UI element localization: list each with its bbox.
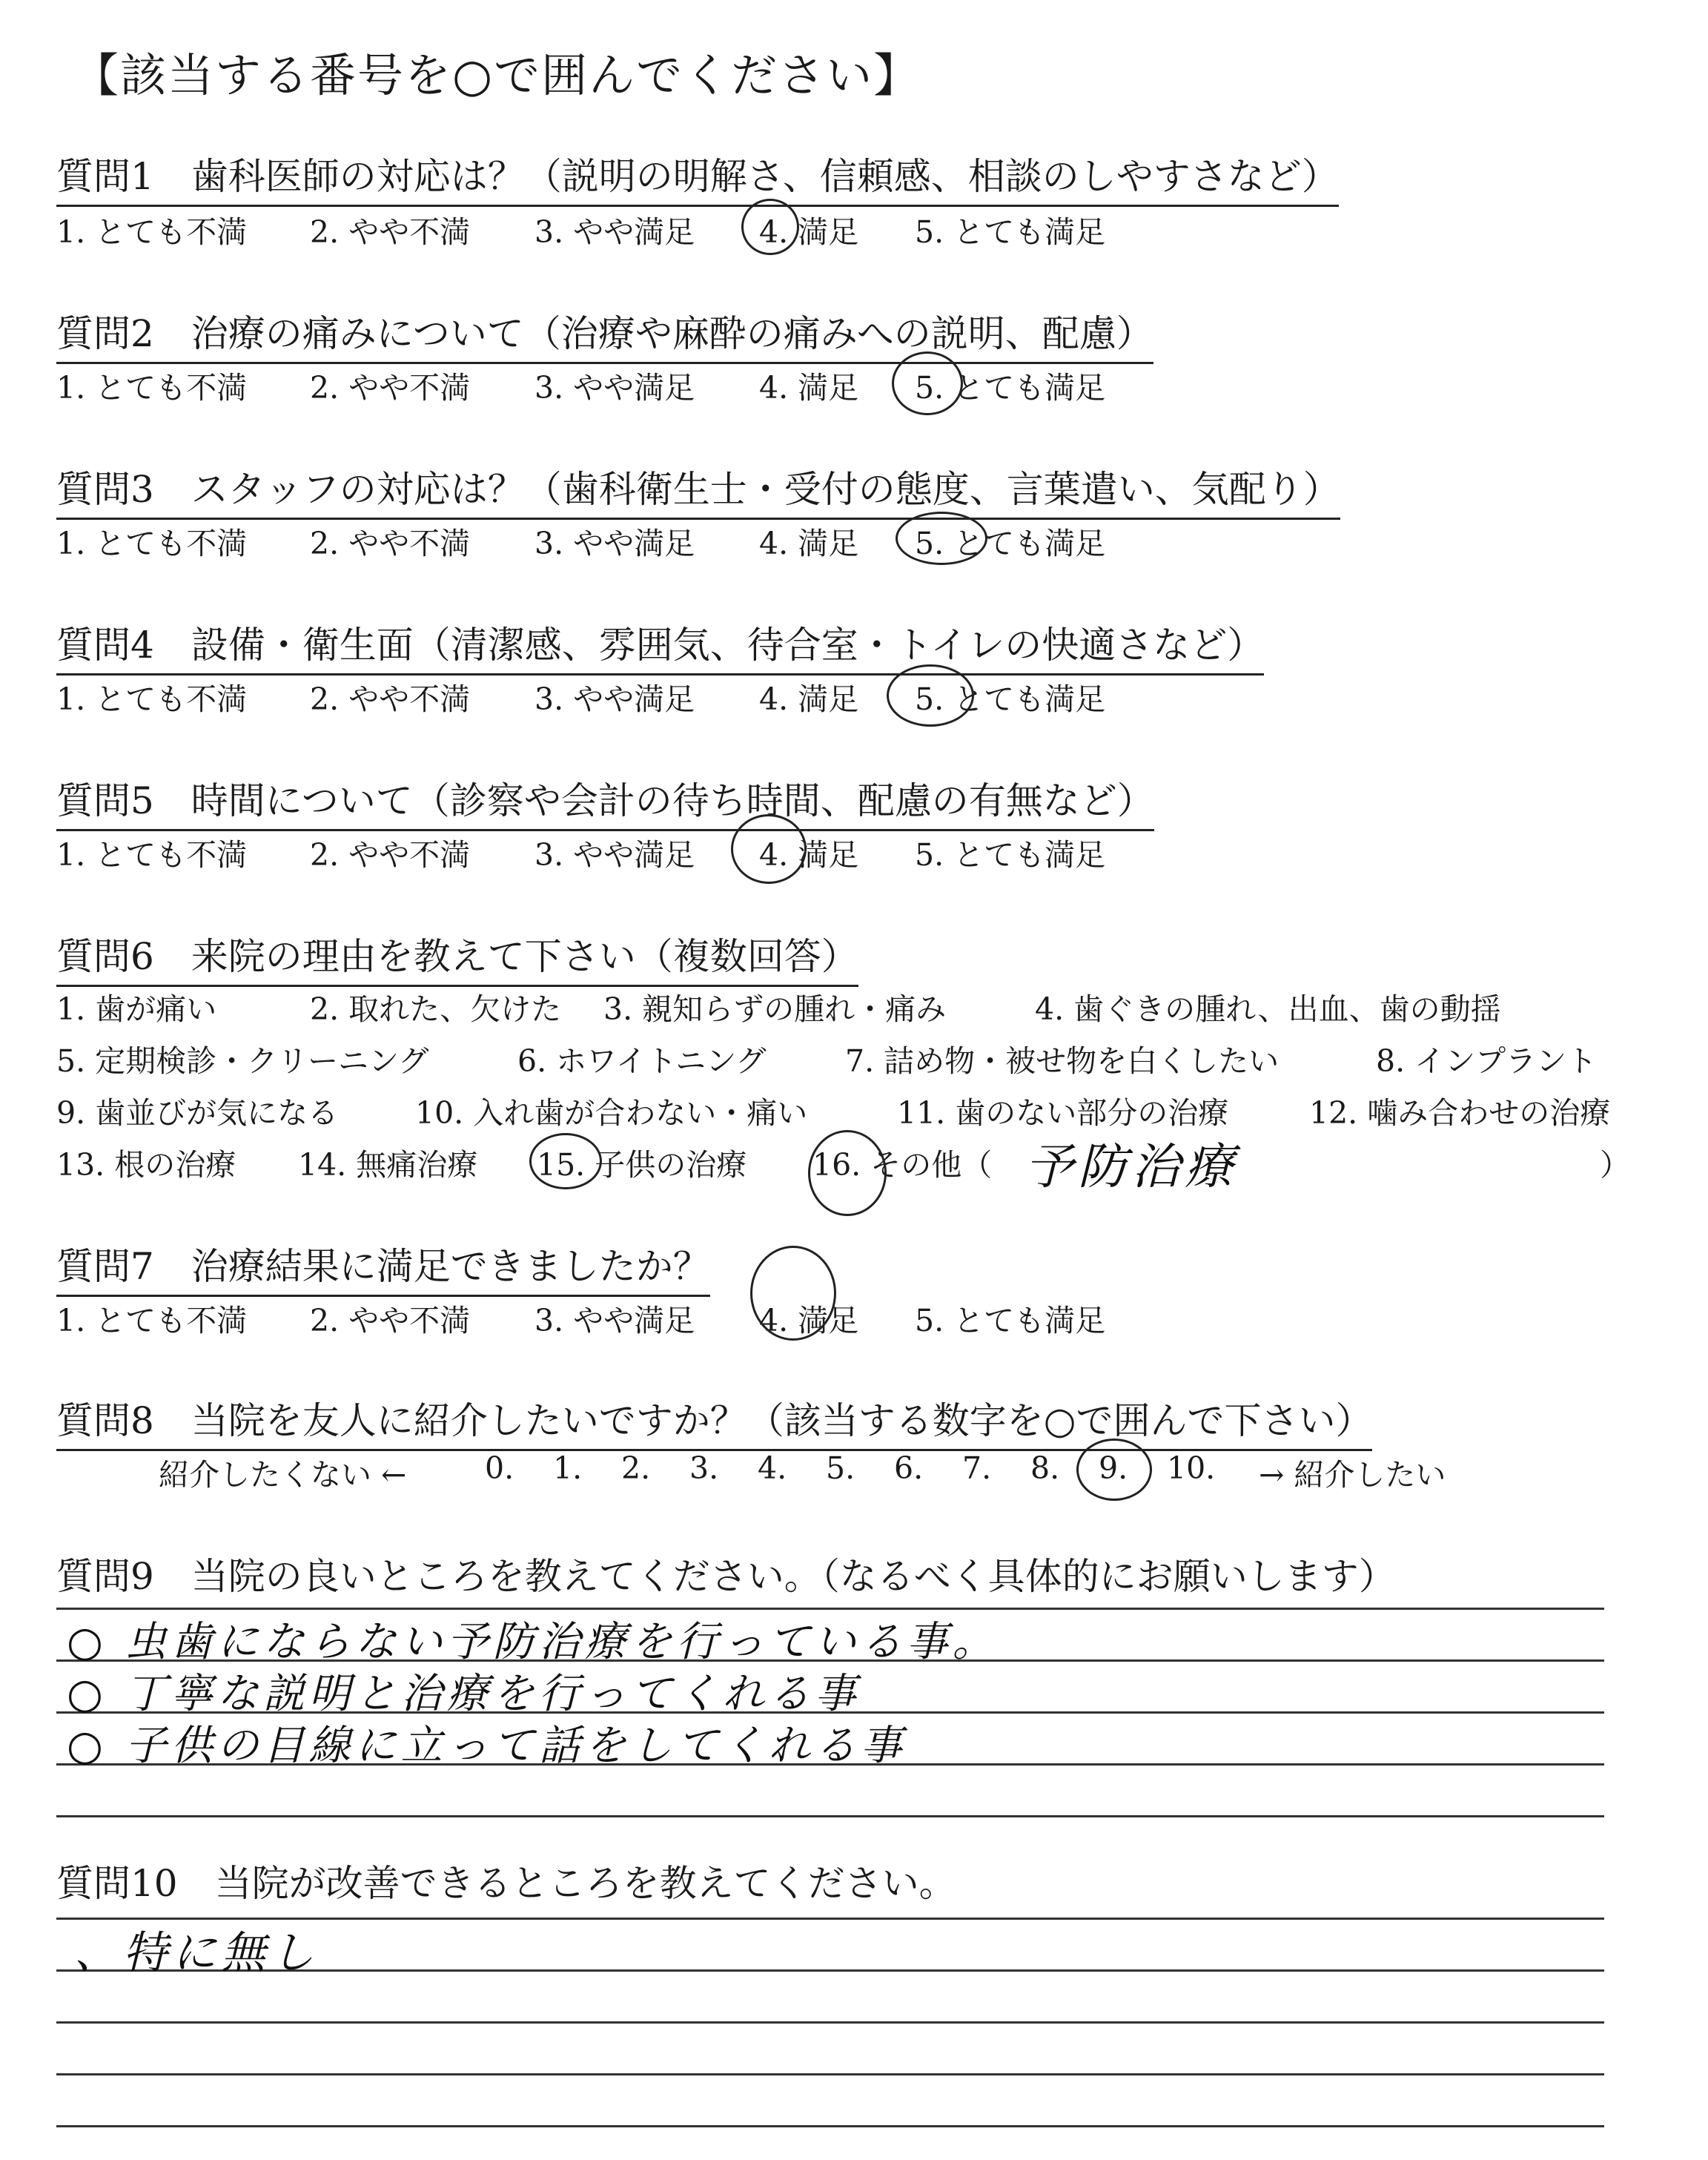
question-7-heading: 質問7 治療結果に満足できましたか？ [56, 1237, 710, 1297]
q7-option-5[interactable]: 5. とても満足 [915, 1303, 1106, 1338]
q2-option-4[interactable]: 4. 満足 [759, 370, 859, 406]
q6-option-6[interactable]: 6. ホワイトニング [517, 1043, 767, 1079]
q3-option-4[interactable]: 4. 満足 [759, 526, 859, 561]
q1-selection-circle [741, 199, 799, 255]
q6-option-11[interactable]: 11. 歯のない部分の治療 [897, 1095, 1229, 1131]
q6-option-1[interactable]: 1. 歯が痛い [56, 991, 217, 1027]
q1-option-3[interactable]: 3. やや満足 [534, 214, 695, 250]
q3-option-1[interactable]: 1. とても不満 [56, 526, 248, 561]
q7-selection-circle [750, 1246, 836, 1341]
q6-option-8[interactable]: 8. インプラント [1376, 1043, 1598, 1079]
q6-option-12[interactable]: 12. 噛み合わせの治療 [1309, 1095, 1611, 1131]
q1-option-1[interactable]: 1. とても不満 [56, 214, 248, 250]
q9-answer-2: ○ 丁寧な説明と治療を行ってくれる事 [67, 1670, 861, 1718]
q3-selection-circle [896, 512, 987, 565]
q5-option-2[interactable]: 2. やや不満 [310, 837, 471, 873]
q6-option-9[interactable]: 9. 歯並びが気になる [56, 1095, 339, 1131]
question-4-heading: 質問4 設備・衛生面（清潔感、雰囲気、待合室・トイレの快適さなど） [56, 615, 1264, 676]
q8-option-8[interactable]: 8. [1030, 1450, 1060, 1486]
question-1-heading: 質問1 歯科医師の対応は？（説明の明解さ、信頼感、相談のしやすさなど） [56, 147, 1339, 207]
q4-option-1[interactable]: 1. とても不満 [56, 681, 248, 717]
q1-option-5[interactable]: 5. とても満足 [915, 214, 1106, 250]
q4-option-2[interactable]: 2. やや不満 [310, 681, 471, 717]
q6-option-13[interactable]: 13. 根の治療 [56, 1147, 236, 1183]
question-2-heading: 質問2 治療の痛みについて（治療や麻酔の痛みへの説明、配慮） [56, 304, 1153, 364]
q3-option-3[interactable]: 3. やや満足 [534, 526, 695, 561]
q6-option-10[interactable]: 10. 入れ歯が合わない・痛い [415, 1095, 808, 1131]
q8-option-1[interactable]: 1. [553, 1450, 583, 1486]
q5-option-1[interactable]: 1. とても不満 [56, 837, 248, 873]
q6-option-16[interactable]: 16. その他（ [812, 1147, 993, 1183]
q7-option-2[interactable]: 2. やや不満 [310, 1303, 471, 1338]
q10-answer-line-3 [56, 2021, 1604, 2024]
question-5-heading: 質問5 時間について（診察や会計の待ち時間、配慮の有無など） [56, 771, 1154, 831]
q10-answer-line-5 [56, 2125, 1604, 2127]
q6-option-14[interactable]: 14. 無痛治療 [298, 1147, 478, 1183]
q8-option-9[interactable]: 9. [1099, 1450, 1128, 1486]
q2-selection-circle [892, 351, 963, 415]
q8-option-2[interactable]: 2. [621, 1450, 651, 1486]
q8-selection-circle [1076, 1439, 1152, 1501]
q4-option-4[interactable]: 4. 満足 [759, 681, 859, 717]
page-title: 【該当する番号を○で囲んでください】 [73, 48, 921, 102]
question-10-heading: 質問10 当院が改善できるところを教えてください。 [56, 1862, 956, 1905]
q5-option-3[interactable]: 3. やや満足 [534, 837, 695, 873]
q8-left-label: 紹介したくない ← [159, 1457, 407, 1493]
q3-option-5[interactable]: 5. とても満足 [915, 526, 1106, 561]
q1-option-4[interactable]: 4. 満足 [759, 214, 859, 250]
q9-answer-line-5 [56, 1815, 1604, 1817]
q6-selection-circle-15 [529, 1133, 602, 1189]
q4-option-5[interactable]: 5. とても満足 [915, 681, 1106, 717]
q6-option-15[interactable]: 15. 子供の治療 [537, 1147, 747, 1183]
q5-option-5[interactable]: 5. とても満足 [915, 837, 1106, 873]
q6-selection-circle-16 [808, 1130, 887, 1216]
q9-answer-1: ○ 虫歯にならない予防治療を行っている事。 [67, 1618, 999, 1666]
question-3-heading: 質問3 スタッフの対応は？（歯科衛生士・受付の態度、言葉遣い、気配り） [56, 460, 1340, 520]
q6-other-close-paren: ） [1600, 1147, 1630, 1183]
q1-option-2[interactable]: 2. やや不満 [310, 214, 471, 250]
q8-option-7[interactable]: 7. [962, 1450, 992, 1486]
q4-option-3[interactable]: 3. やや満足 [534, 681, 695, 717]
q9-answer-3: ○ 子供の目線に立って話をしてくれる事 [67, 1722, 907, 1770]
q8-option-6[interactable]: 6. [894, 1450, 924, 1486]
q8-option-0[interactable]: 0. [485, 1450, 514, 1486]
q6-option-3[interactable]: 3. 親知らずの腫れ・痛み [603, 991, 947, 1027]
question-8-heading: 質問8 当院を友人に紹介したいですか？（該当する数字を○で囲んで下さい） [56, 1391, 1372, 1451]
q6-option-5[interactable]: 5. 定期検診・クリーニング [56, 1043, 429, 1079]
q6-option-2[interactable]: 2. 取れた、欠けた [310, 991, 562, 1027]
q5-selection-circle [731, 814, 807, 884]
q6-other-handwritten: 予防治療 [1025, 1138, 1238, 1195]
q3-option-2[interactable]: 2. やや不満 [310, 526, 471, 561]
question-9-heading: 質問9 当院の良いところを教えてください。（なるべく具体的にお願いします） [56, 1555, 1396, 1598]
q8-right-label: → 紹介したい [1259, 1457, 1446, 1493]
question-6-heading: 質問6 来院の理由を教えて下さい（複数回答） [56, 927, 858, 987]
q4-selection-circle [887, 664, 974, 727]
q2-option-2[interactable]: 2. やや不満 [310, 370, 471, 406]
q8-option-4[interactable]: 4. [758, 1450, 787, 1486]
q5-option-4[interactable]: 4. 満足 [759, 837, 859, 873]
q10-answer-1: 、特に無し [74, 1927, 319, 1979]
q7-option-3[interactable]: 3. やや満足 [534, 1303, 695, 1338]
q2-option-5[interactable]: 5. とても満足 [915, 370, 1106, 406]
q8-option-5[interactable]: 5. [826, 1450, 855, 1486]
q2-option-1[interactable]: 1. とても不満 [56, 370, 248, 406]
q7-option-4[interactable]: 4. 満足 [759, 1303, 859, 1338]
q7-option-1[interactable]: 1. とても不満 [56, 1303, 248, 1338]
q8-option-10[interactable]: 10. [1167, 1450, 1216, 1486]
q6-option-7[interactable]: 7. 詰め物・被せ物を白くしたい [845, 1043, 1280, 1079]
q8-option-3[interactable]: 3. [689, 1450, 719, 1486]
q6-option-4[interactable]: 4. 歯ぐきの腫れ、出血、歯の動揺 [1035, 991, 1501, 1027]
q2-option-3[interactable]: 3. やや満足 [534, 370, 695, 406]
q10-answer-line-4 [56, 2073, 1604, 2075]
